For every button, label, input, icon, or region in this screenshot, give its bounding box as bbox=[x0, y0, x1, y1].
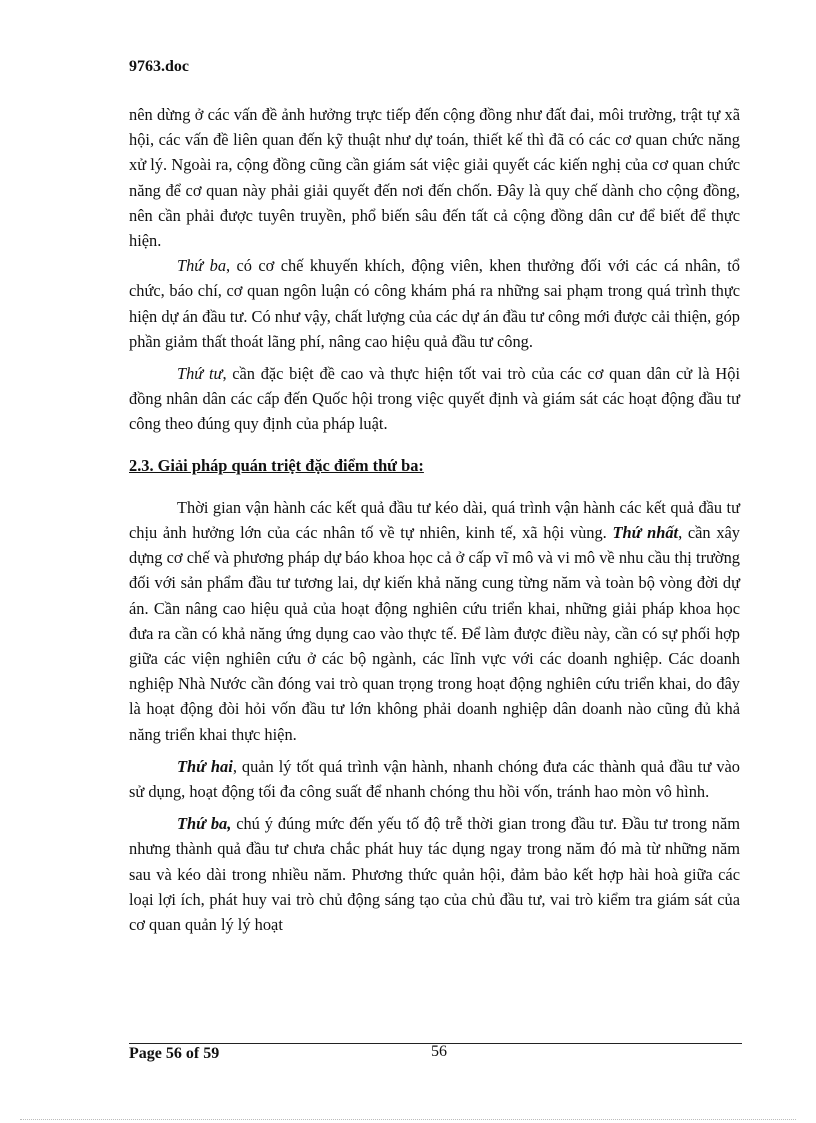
paragraph-4 bbox=[129, 495, 740, 747]
paragraph-5-text: , quản lý tốt quá trình vận hành, nhanh chóng đưa các thành quả đầu tư vào sử dụng, hoạt động tối đa công suất để nhanh chóng thu hồi vốn, tránh hao mòn vô hình. bbox=[129, 756, 740, 802]
paragraph-4-text: , cần xây dựng cơ chế và phương pháp dự báo khoa học cả ở cấp vĩ mô và vi mô về nhu cầu thị trường đối với sản phẩm đầu tư tương lai, dự kiến khả năng cung từng năm và toàn bộ vòng đời dự án. Cần nâng cao hiệu quả của hoạt động nghiên cứu triển khai, những giải pháp khoa học đưa ra cần có khả năng ứng dụng cao vào thực tế. Để làm được điều này, cần có sự phối hợp giữa các viện nghiên cứu ở các bộ ngành, các lĩnh vực với các doanh nghiệp. Các doanh nghiệp Nhà Nước cần đóng vai trò quan trọng trong hoạt động nghiên cứu triển khai, do đây là hoạt động đòi hỏi vốn đầu tư lớn không phải doanh nghiệp dân doanh nào cũng đủ khả năng triển khai thực hiện. bbox=[129, 523, 740, 744]
document-filename: 9763.doc bbox=[129, 58, 189, 75]
footer-page-number: 56 bbox=[431, 1043, 447, 1060]
footer-page-label: Page 56 of 59 bbox=[129, 1045, 220, 1062]
paragraph-2-lead: Thứ ba bbox=[177, 256, 227, 276]
paragraph-3-lead: Thứ tư bbox=[177, 364, 223, 384]
paragraph-1: nên dừng ở các vấn đề ảnh hưởng trực tiếp đến cộng đồng như đất đai, môi trường, trật tự xã hội, các vấn đề liên quan đến kỹ thuật như dự toán, thiết kế thì đã có các cơ quan chức năng xử lý. Ngoài ra, cộng đồng cũng cần giám sát việc giải quyết các kiến nghị của cơ quan chức năng để cơ quan này phải giải quyết đến nơi đến chốn. Đây là quy chế dành cho cộng đồng, nên cần phải được tuyên truyền, phổ biến sâu đến tất cả cộng đồng dân cư để biết để thực hiện. bbox=[129, 105, 740, 251]
paragraph-5 bbox=[129, 754, 740, 804]
paragraph-6-text: chú ý đúng mức đến yếu tố độ trễ thời gian trong đầu tư. Đầu tư trong năm nhưng thành quả đầu tư chưa chắc phát huy tác dụng ngay trong năm đó mà từ những năm sau và kéo dài trong nhiều năm. Phương thức quản hội, đảm bảo kết hợp hài hoà giữa các loại lợi ích, phát huy vai trò chủ động sáng tạo của chủ đầu tư, vai trò kiểm tra giám sát của cơ quan quản lý lý hoạt bbox=[129, 814, 740, 935]
paragraph-4-intro: Thời gian vận hành các kết quả đầu tư kéo dài, quá trình vận hành các kết quả đầu tư chịu ảnh hưởng lớn của các nhân tố về tự nhiên, kinh tế, xã hội vùng. bbox=[129, 497, 740, 543]
paragraph-2-text: , có cơ chế khuyến khích, động viên, khen thưởng đối với các cá nhân, tổ chức, báo chí, cơ quan ngôn luận có công khám phá ra những sai phạm trong quá trình thực hiện dự án đầu tư. Có như vậy, chất lượng của các dự án đầu tư công mới được cải thiện, góp phần giảm thất thoát lãng phí, nâng cao hiệu quả đầu tư công. bbox=[129, 256, 740, 351]
page-boundary bbox=[20, 1119, 796, 1120]
paragraph-3 bbox=[129, 361, 740, 437]
section-heading: 2.3. Giải pháp quán triệt đặc điểm thứ ba: bbox=[129, 455, 424, 475]
paragraph-6-lead: Thứ ba, bbox=[177, 814, 232, 834]
document-body bbox=[129, 102, 740, 937]
paragraph-3-text: , cần đặc biệt đề cao và thực hiện tốt vai trò của các cơ quan dân cử là Hội đồng nhân dân các cấp đến Quốc hội trong việc quyết định và giám sát các hoạt động đầu tư công theo đúng quy định của pháp luật. bbox=[129, 364, 740, 434]
paragraph-6 bbox=[129, 811, 740, 937]
paragraph-5-lead: Thứ hai bbox=[177, 756, 233, 776]
paragraph-2 bbox=[129, 253, 740, 354]
paragraph-4-lead: Thứ nhất bbox=[612, 523, 679, 543]
